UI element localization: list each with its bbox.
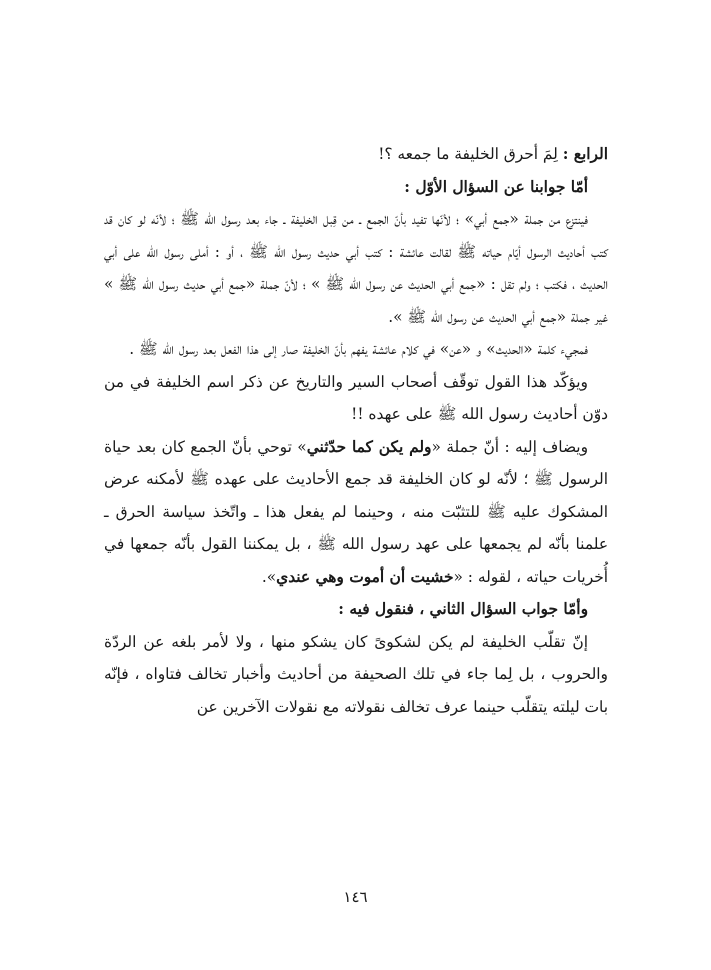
paragraph-2: فمجيء كلمة «الحديث» و «عن» في كلام عائشة يفهم بأنّ الخليفة صار إلى هذا الفعل بعد رسول الله ﷺ .: [129, 340, 588, 358]
fourth-question-text: لِمَ أحرق الخليفة ما جمعه ؟!: [378, 145, 563, 163]
heading-first-answer: أمّا جوابنا عن السؤال الأوّل :: [404, 177, 588, 196]
heading-second-answer: وأمّا جواب السؤال الثاني ، فنقول فيه :: [338, 600, 588, 618]
paragraph-5: إنّ تقلّب الخليفة لم يكن لشكوىً كان يشكو منها ، ولا لأمر بلغه عن الردّة والحروب ، بل لِما جاء في تلك الصحيفة من أحاديث وأخبار تخالف فتاواه ، فإنّه بات ليلته يتقلّب حينما عرف تخالف نقولاته مع نقولات الآخرين عن: [104, 632, 608, 716]
paragraph-3: ويؤكّد هذا القول توقّف أصحاب السير والتاريخ عن ذكر اسم الخليفة في من دوّن أحاديث رسول الله ﷺ على عهده !!: [104, 372, 608, 423]
fourth-label: الرابع :: [562, 145, 608, 163]
line-fourth-question: [104, 138, 608, 171]
page-number: ١٤٦: [343, 888, 368, 906]
paragraph-4-quote-1: ولم يكن كما حدّثني: [306, 437, 432, 456]
paragraph-4: [104, 431, 608, 594]
paragraph-1: فينتزع من جملة «جمع أبي» ؛ لأنّها تفيد بأنّ الجمع ـ من قِبل الخليفة ـ جاء بعد رسول الله ﷺ ؛ لأنّه لو كان قد كتب أحاديث الرسول أيّام حياته ﷺ لقالت عائشة : كتب أبي حديث رسول الله ﷺ ، أو : أملى رسول الله على أبي الحديث ، فكتب ؛ ولم تقل : «جمع أبي الحديث عن رسول الله ﷺ » ؛ لأنّ جملة «جمع أبي حديث رسول الله ﷺ » غير جملة «جمع أبي الحديث عن رسول الله ﷺ ».: [104, 210, 608, 326]
page-body: [104, 138, 608, 723]
paragraph-4-part-e: ».: [261, 567, 277, 586]
paragraph-4-part-c: » توحي بأنّ الجمع كان بعد حياة الرسول ﷺ ؛ لأنّه لو كان الخليفة قد جمع الأحاديث على عهده ﷺ لأمكنه عرض المشكوك عليه ﷺ للتثبّت منه ، وحينما لم يفعل هذا ـ واتّخذ سياسة الحرق ـ علمنا بأنّه لم يجمعها على عهد رسول الله ﷺ ، بل يمكننا القول بأنّه جمعها في أُخريات حياته ، لقوله : «: [104, 437, 608, 586]
paragraph-4-part-a: ويضاف إليه : أنّ جملة «: [431, 437, 589, 456]
paragraph-4-quote-2: خشيت أن أموت وهي عندي: [276, 567, 454, 586]
